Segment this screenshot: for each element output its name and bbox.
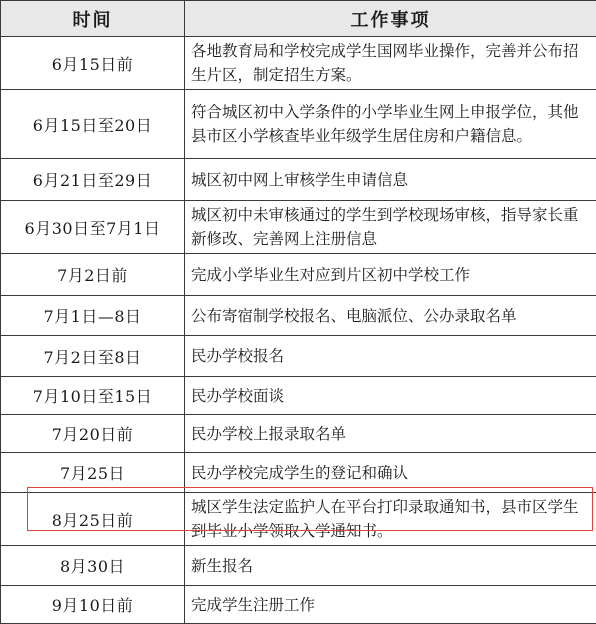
time-cell: 7月2日至8日 [1,336,185,377]
task-cell: 新生报名 [185,546,596,586]
table-row [1,159,596,201]
table-row [1,90,596,159]
table-row [1,415,596,453]
header-time: 时间 [1,1,185,37]
table-row [1,296,596,336]
time-cell: 7月1日—8日 [1,296,185,336]
table-row [1,37,596,90]
table-row [1,546,596,586]
table-row [1,493,596,546]
time-cell: 7月20日前 [1,415,185,453]
time-cell: 7月10日至15日 [1,377,185,415]
table-row [1,586,596,624]
table-row [1,201,596,254]
time-cell: 6月15日前 [1,37,185,90]
task-cell: 城区初中网上审核学生申请信息 [185,159,596,201]
task-cell: 各地教育局和学校完成学生国网毕业操作，完善并公布招生片区，制定招生方案。 [185,37,596,90]
header-row [1,1,596,37]
task-cell: 完成小学毕业生对应到片区初中学校工作 [185,254,596,296]
task-cell: 完成学生注册工作 [185,586,596,624]
time-cell: 6月30日至7月1日 [1,201,185,254]
time-cell: 8月25日前 [1,493,185,546]
task-cell: 公布寄宿制学校报名、电脑派位、公办录取名单 [185,296,596,336]
time-cell: 7月25日 [1,453,185,493]
table-row [1,453,596,493]
table-row [1,336,596,377]
time-cell: 9月10日前 [1,586,185,624]
task-cell: 城区初中未审核通过的学生到学校现场审核，指导家长重新修改、完善网上注册信息 [185,201,596,254]
header-task: 工作事项 [185,1,596,37]
table-row [1,377,596,415]
table-row [1,254,596,296]
task-cell: 民办学校完成学生的登记和确认 [185,453,596,493]
task-cell: 民办学校上报录取名单 [185,415,596,453]
task-cell: 城区学生法定监护人在平台打印录取通知书，县市区学生到毕业小学领取入学通知书。 [185,493,596,546]
time-cell: 6月21日至29日 [1,159,185,201]
time-cell: 8月30日 [1,546,185,586]
task-cell: 民办学校报名 [185,336,596,377]
task-cell: 民办学校面谈 [185,377,596,415]
time-cell: 7月2日前 [1,254,185,296]
task-cell: 符合城区初中入学条件的小学毕业生网上申报学位，其他县市区小学核查毕业年级学生居住房和户籍信息。 [185,90,596,159]
time-cell: 6月15日至20日 [1,90,185,159]
